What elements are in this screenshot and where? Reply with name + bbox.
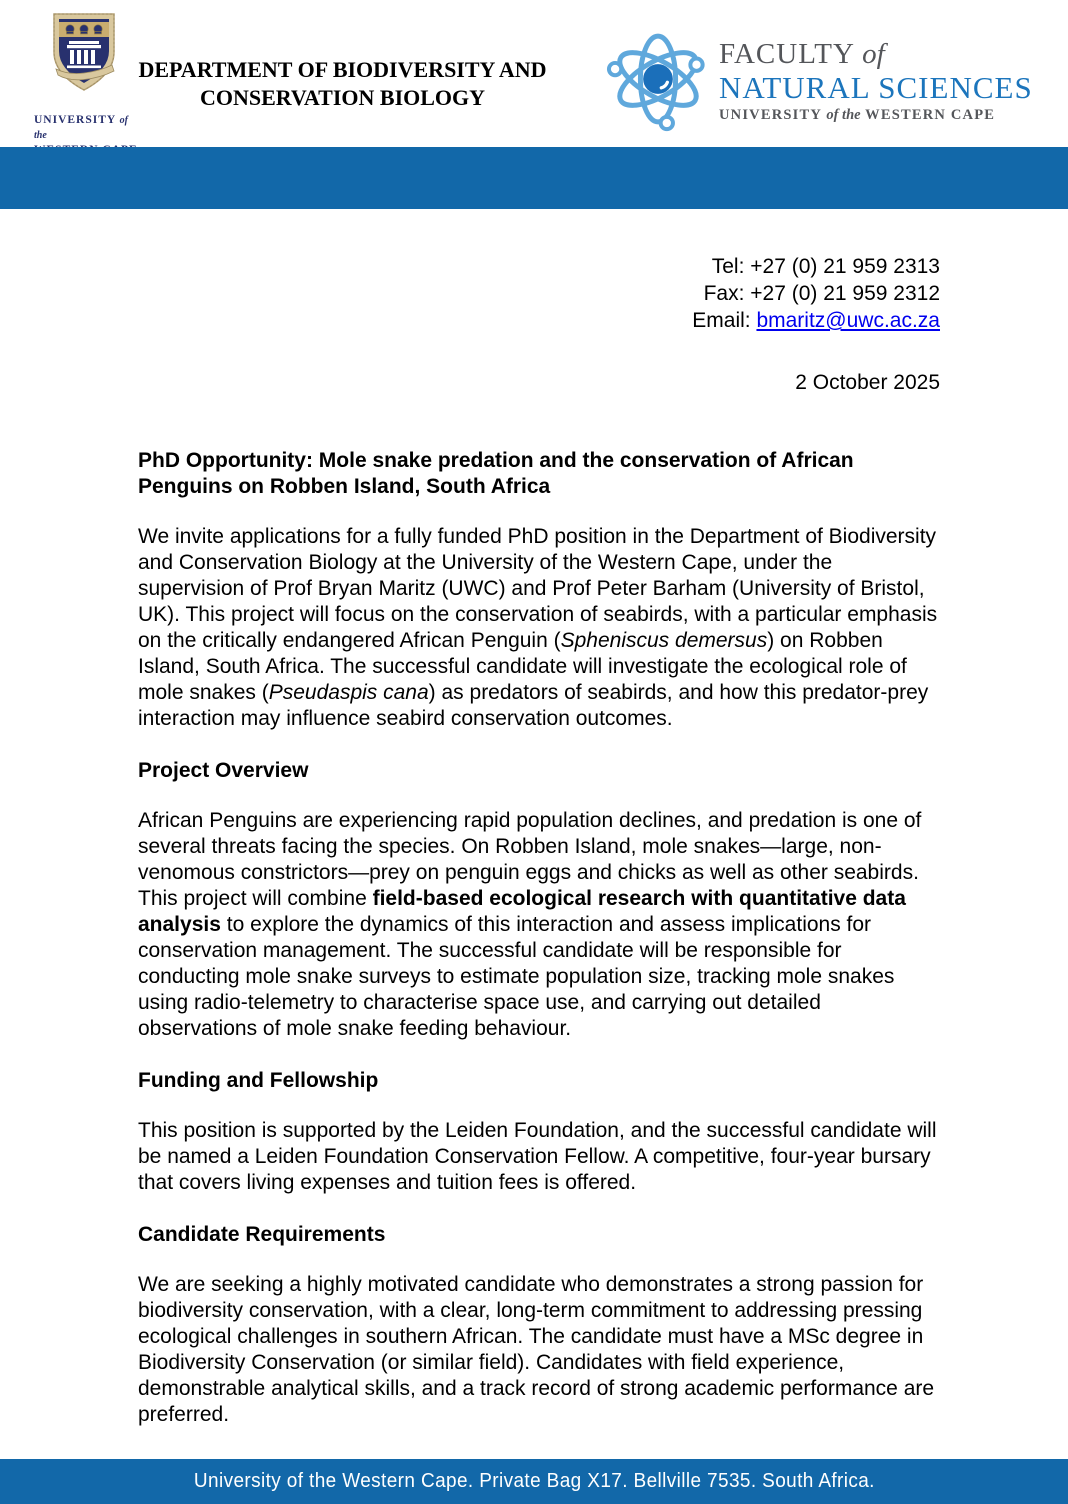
footer-address: University of the Western Cape. Private Bag X17. Bellville 7535. South Africa.: [193, 1470, 875, 1492]
faculty-line1: FACULTY of: [719, 38, 885, 70]
document-sections: [138, 758, 940, 1428]
fax-line: Fax: +27 (0) 21 959 2312: [703, 282, 940, 305]
contact-block: [138, 253, 940, 334]
faculty-line3: UNIVERSITY of the WESTERN CAPE: [719, 107, 996, 123]
letter-body: [0, 209, 1068, 1428]
text-segment: This position is supported by the Leiden Foundation, and the successful candidate will be named a Leiden Foundation Conservation Fellow. A competitive, four-year bursary that covers living expenses and tuition fees is offered.: [138, 1119, 937, 1194]
text-segment: Pseudaspis cana: [268, 681, 429, 704]
section-heading: Funding and Fellowship: [138, 1069, 379, 1092]
text-segment: We are seeking a highly motivated candidate who demonstrates a strong passion for biodiversity conservation, with a clear, long-term commitment to addressing pressing ecological challenges in southern African. The candidate must have a MSc degree in Biodiversity Conservation (or similar field). Candidates with field experience, demonstrable analytical skills, and a track record of strong academic performance are preferred.: [138, 1273, 935, 1426]
atom-icon: [603, 24, 713, 134]
section-paragraph: [138, 808, 940, 1042]
section-heading: Candidate Requirements: [138, 1223, 386, 1246]
department-title: [120, 56, 565, 112]
faculty-line2: NATURAL SCIENCES: [719, 70, 1033, 105]
text-segment: field-based ecological research with quantitative data analysis: [138, 887, 906, 936]
intro-paragraph: [138, 524, 940, 732]
email-line: Email: bmaritz@uwc.ac.za: [692, 309, 940, 332]
letterhead: [0, 0, 1068, 147]
section-paragraph: [138, 1272, 940, 1428]
faculty-logo: [603, 24, 1033, 134]
department-title-line1: DEPARTMENT OF BIODIVERSITY AND: [138, 57, 547, 82]
email-link[interactable]: bmaritz@uwc.ac.za: [756, 309, 940, 332]
crest-wordmark: UNIVERSITY of the: [34, 114, 129, 141]
section-paragraph: [138, 1118, 940, 1196]
document-title: PhD Opportunity: Mole snake predation and the conservation of African Penguins on Robben Island, South Africa: [138, 449, 854, 498]
uwc-crest-icon: [48, 12, 120, 104]
text-segment: We invite applications for a fully funded PhD position in the Department of Biodiversity and Conservation Biology at the University of the Western Cape, under the supervision of Prof Bryan Maritz (UWC) and Prof Peter Barham (University of Bristol, UK). This project will focus on the conservation of seabirds, with a particular emphasis on the critically endangered African Penguin (: [138, 525, 938, 652]
text-segment: African Penguins are experiencing rapid population declines, and predation is one of several threats facing the species. On Robben Island, mole snakes—large, non-venomous constrictors—prey on penguin eggs and chicks as well as other seabirds. This project will combine: [138, 809, 922, 910]
letter-date: 2 October 2025: [795, 371, 940, 394]
text-segment: Spheniscus demersus: [560, 629, 768, 652]
section-heading: Project Overview: [138, 759, 309, 782]
text-segment: to explore the dynamics of this interaction and assess implications for conservation management. The successful candidate will be responsible for conducting mole snake surveys to estimate population size, tracking mole snakes using radio-telemetry to characterise space use, and carrying out detailed observations of mole snake feeding behaviour.: [138, 913, 895, 1040]
tel-line: Tel: +27 (0) 21 959 2313: [711, 255, 940, 278]
header-divider-bar: [0, 147, 1068, 209]
department-title-line2: CONSERVATION BIOLOGY: [199, 85, 486, 110]
text-segment: ) on Robben Island, South Africa. The successful candidate will investigate the ecological role of mole snakes (: [138, 629, 907, 704]
faculty-wordmark: [719, 24, 1033, 125]
footer-bar: [0, 1459, 1068, 1504]
text-segment: ) as predators of seabirds, and how this predator-prey interaction may influence seabird conservation outcomes.: [138, 681, 929, 730]
